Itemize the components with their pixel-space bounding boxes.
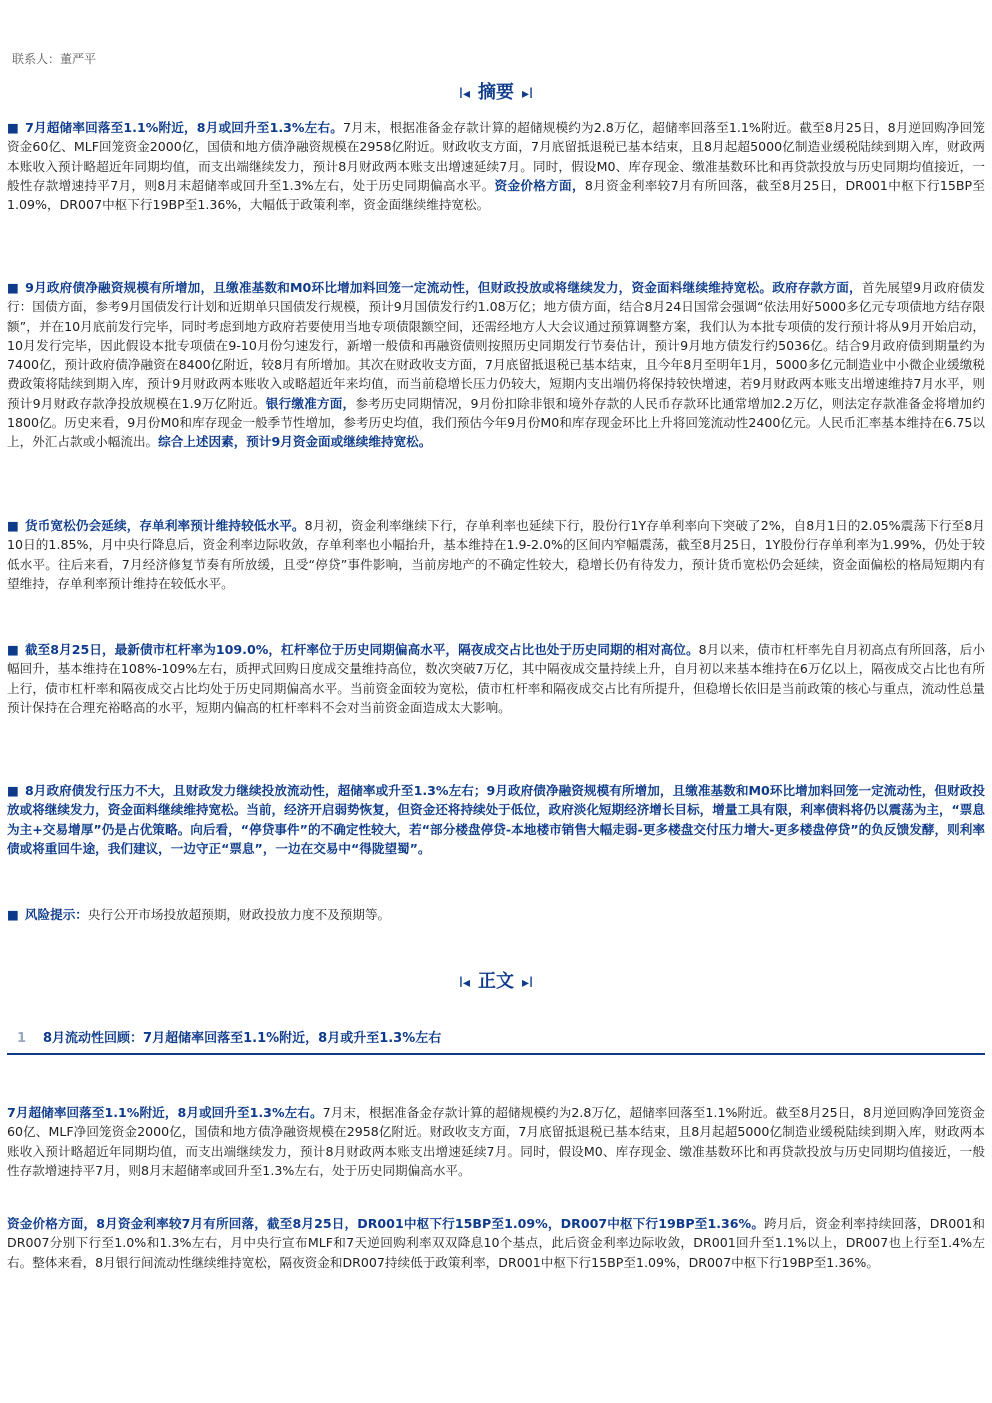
risk-warning-body: 央行公开市场投放超预期，财政投放力度不及预期等。 — [87, 907, 391, 922]
summary-paragraph-2 — [7, 278, 985, 452]
title-bar-left-icon: I◂ — [458, 86, 470, 102]
square-bullet-icon: ■ — [7, 120, 20, 135]
summary-paragraph-3 — [7, 516, 985, 593]
summary-p2-head2: 银行缴准方面， — [265, 395, 356, 411]
section-1-paragraph-2 — [7, 1214, 985, 1272]
summary-p1-body: 7月末，根据准备金存款计算的超储规模约为2.8万亿，超储率回落至1.1%附近。截至8月25日，8月逆回购净回笼资金60亿、MLF回笼资金2000亿，国债和地方债净融资规模在2958亿附近。财政收支方面，7月底留抵退税已基本结束，且8月起超5000亿制造业缓税陆续到期入库，财政两本账收入预计略超近年同期均值，而支出端继续发力，预计8月财政两本账支出增速延续7月。同时，假设M0、库存现金、缴准基数环比和再贷款投放与历史同期均值接近，一般性存款增速持平7月，则8月末超储率或回升至1.3%左右，处于历史同期偏高水平。 — [7, 120, 985, 193]
section-1-p2-body: 跨月后，资金利率持续回落，DR001和DR007分别下行至1.0%和1.3%左右，月中央行宣布MLF和7天逆回购利率双双降息10个基点，此后资金利率边际收敛，DR001回升至1.1%以上，DR007也上行至1.4%左右。整体来看，8月银行间流动性继续维持宽松，隔夜资金和DR007持续低于政策利率，DR001中枢下行15BP至1.09%，DR007中枢下行19BP至1.36%。 — [7, 1216, 985, 1270]
section-1-paragraph-1 — [7, 1103, 985, 1180]
summary-p5-head: 8月政府债发行压力不大，且财政发力继续投放流动性，超储率或升至1.3%左右；9月政府债净融资规模有所增加，且缴准基数和M0环比增加料回笼一定流动性，但财政投放或将继续发力，资金面料继续维持宽松。当前，经济开启弱势恢复，但资金还将持续处于低位，政府淡化短期经济增长目标，增量工具有限，利率债料将仍以震荡为主，“票息为主+交易增厚”仍是占优策略。向后看，“停贷事件”的不确定性较大，若“部分楼盘停贷-本地楼市销售大幅走弱-更多楼盘交付压力增大-更多楼盘停贷”的负反馈发酵，则利率债或将重回牛途，我们建议，一边守正“票息”，一边在交易中“得陇望蜀”。 — [7, 783, 985, 856]
square-bullet-icon: ■ — [7, 642, 19, 657]
summary-p2-body2: 参考历史同期情况，9月份扣除非银和境外存款的人民币存款环比通常增加2.2万亿，则法定存款准备金将增加约1800亿。历史来看，9月份M0和库存现金一般季节性增加，参考历史均值，我们预估今年9月份M0和库存现金环比上升将回笼流动性2400亿元。人民币汇率基本维持在6.75以上，外汇占款或小幅流出。 — [7, 395, 986, 450]
summary-p1-body2: 8月资金利率较7月有所回落，截至8月25日，DR001中枢下行15BP至1.09%，DR007中枢下行19BP至1.36%，大幅低于政策利率，资金面继续维持宽松。 — [7, 177, 986, 213]
section-1-number: 1 — [17, 1031, 27, 1046]
square-bullet-icon: ■ — [7, 518, 20, 533]
section-1-title: 8月流动性回顾：7月超储率回落至1.1%附近，8月或升至1.3%左右 — [43, 1031, 442, 1046]
summary-paragraph-4 — [7, 640, 985, 717]
summary-paragraph-5 — [7, 781, 985, 858]
section-1-p2-head: 资金价格方面，8月资金利率较7月有所回落，截至8月25日，DR001中枢下行15BP至1.09%，DR007中枢下行19BP至1.36%。 — [7, 1216, 765, 1231]
section-1-p1-head: 7月超储率回落至1.1%附近，8月或回升至1.3%左右。 — [7, 1105, 323, 1120]
main-title — [0, 967, 992, 993]
contact-person: 联系人：董严平 — [12, 52, 97, 66]
summary-p1-head2: 资金价格方面， — [494, 177, 585, 193]
section-1-p1-body: 7月末，根据准备金存款计算的超储规模约为2.8万亿，超储率回落至1.1%附近。截至8月25日，8月逆回购净回笼资金60亿、MLF净回笼资金2000亿，国债和地方债净融资规模在2958亿附近。财政收支方面，7月底留抵退税已基本结束，且8月起超5000亿制造业缓税陆续到期入库，财政两本账收入预计略超近年同期均值，而支出端继续发力，预计8月财政两本账支出增速延续7月。同时，假设M0、库存现金、缴准基数环比和再贷款投放与历史同期均值接近，一般性存款增速持平7月，则8月末超储率或回升至1.3%左右，处于历史同期偏高水平。 — [7, 1105, 985, 1178]
summary-p1-head: 7月超储率回落至1.1%附近，8月或回升至1.3%左右。 — [25, 120, 343, 135]
title-bar-right-icon: ▸I — [522, 975, 534, 991]
summary-paragraph-1 — [7, 118, 985, 214]
risk-warning — [7, 905, 985, 924]
summary-p2-head: 9月政府债净融资规模有所增加，且缴准基数和M0环比增加料回笼一定流动性，但财政投放或将继续发力，资金面料继续维持宽松。政府存款方面， — [25, 280, 862, 295]
title-bar-left-icon: I◂ — [458, 975, 470, 991]
main-title-text: 正文 — [478, 971, 514, 992]
summary-title — [0, 78, 992, 104]
summary-title-text: 摘要 — [478, 82, 514, 103]
square-bullet-icon: ■ — [7, 783, 19, 798]
risk-warning-head: 风险提示： — [24, 907, 88, 922]
summary-p2-body: 首先展望9月政府债发行：国债方面，参考9月国债发行计划和近期单只国债发行规模，预计9月国债发行约1.08万亿；地方债方面，结合8月24日国常会强调“依法用好5000多亿元专项债地方结存限额”，并在10月底前发行完毕，同时考虑到地方政府若要使用当地专项债限额空间，还需经地方人大会议通过预算调整方案，我们认为本批专项债的发行预计将从9月开始启动，10月发行完毕，因此假设本批专项债在9-10月份匀速发行，新增一般债和再融资债则按照历史同期发行节奏估计，预计9月地方债发行约5036亿。结合9月政府债到期量约为7400亿，预计政府债净融资在8400亿附近，较8月有所增加。其次在财政收支方面，7月底留抵退税已基本结束，且今年8月至明年1月，5000多亿元制造业中小微企业缓缴税费政策将陆续到期入库，预计9月财政两本账收入或略超近年来均值，而当前稳增长压力仍较大，短期内支出端仍将保持较快增速，若9月财政两本账支出增速维持7月水平，则预计9月财政存款净投放规模在1.9万亿附近。 — [7, 280, 986, 411]
section-1-heading — [7, 1027, 985, 1055]
summary-p2-tail: 综合上述因素，预计9月资金面或继续维持宽松。 — [158, 434, 432, 450]
title-bar-right-icon: ▸I — [522, 86, 534, 102]
square-bullet-icon: ■ — [7, 907, 19, 922]
square-bullet-icon: ■ — [7, 280, 20, 295]
summary-p3-head: 货币宽松仍会延续，存单利率预计维持较低水平。 — [25, 518, 305, 533]
summary-p3-body: 8月初，资金利率继续下行，存单利率也延续下行，股份行1Y存单利率向下突破了2%，自8月1日的2.05%震荡下行至8月10日的1.85%，月中央行降息后，资金利率边际收敛，存单利率也小幅抬升，基本维持在1.9-2.0%的区间内窄幅震荡，截至8月25日，1Y股份行存单利率为1.99%，仍处于较低水平。往后来看，7月经济修复节奏有所放缓，且受“停贷”事件影响，当前房地产的不确定性较大，稳增长仍有待发力，预计货币宽松仍会延续，资金面偏松的格局短期内有望维持，存单利率预计维持在较低水平。 — [7, 518, 985, 591]
summary-p4-head: 截至8月25日，最新债市杠杆率为109.0%，杠杆率位于历史同期偏高水平，隔夜成交占比也处于历史同期的相对高位。 — [24, 642, 699, 657]
summary-p4-body: 8月以来，债市杠杆率先自月初高点有所回落，后小幅回升，基本维持在108%-109%左右，质押式回购日度成交量维持高位，数次突破7万亿，其中隔夜成交量持续上升，自月初以来基本维持在6万亿以上，隔夜成交占比也有所上行，债市杠杆率和隔夜成交占比均处于历史同期偏高水平。当前资金面较为宽松，债市杠杆率和隔夜成交占比有所提升，但稳增长依旧是当前政策的核心与重点，流动性总量预计保持在合理充裕略高的水平，短期内偏高的杠杆率料不会对当前资金面造成太大影响。 — [7, 642, 985, 715]
